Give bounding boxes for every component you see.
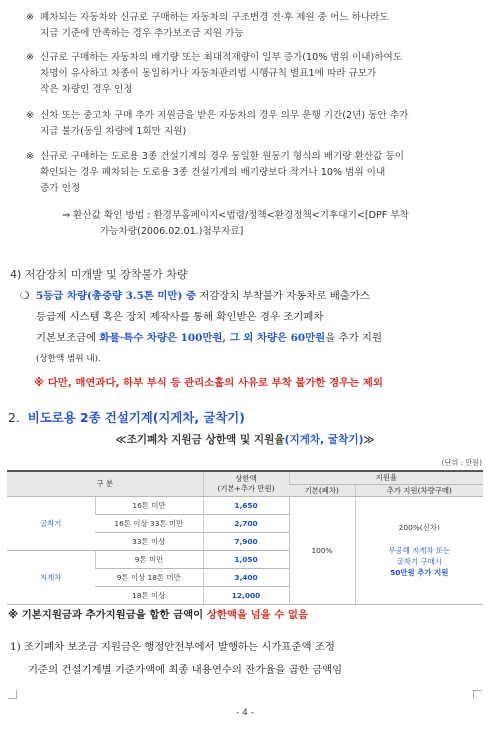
final-paragraph	[10, 636, 475, 682]
exception-warning: ※ 다만, 매연과다, 하부 부식 등 관리소홀의 사유로 부착 불가한 경우는 제외	[34, 377, 383, 389]
method-line-2: 가능차량(2006.02.01.)첨부자료]	[100, 226, 244, 237]
note-line: 지급 불가(동일 차량에 1회만 지원)	[40, 126, 187, 137]
extra-support-note: 무공해 지게차 또는	[388, 546, 451, 555]
category-excavator: 굴착기	[7, 496, 95, 550]
extra-support	[355, 496, 483, 604]
section-number: 2.	[8, 410, 20, 425]
note-line: 확인되는 경우 폐차되는 도로용 3종 건설기계의 배기량보다 작거나 10% 범위 이내	[40, 167, 386, 178]
crop-mark	[473, 690, 482, 699]
cap-value: 12,000	[203, 586, 289, 604]
note-mark: ※	[26, 110, 35, 121]
note-mark: ※	[26, 151, 35, 162]
method-line-1: 환산값 확인 방법 : 환경부홈페이지<법령/정책<환경정책<기후대기<[DPF 부착	[73, 210, 409, 221]
weight-range: 9톤 이상 18톤 미만	[95, 568, 203, 586]
arrow-icon: ⇒	[62, 210, 71, 221]
category-forklift: 지게차	[7, 550, 95, 604]
para-text: 저감장치 부착불가 자동차로 배출가스	[196, 290, 370, 302]
para-text: 기본보조금에	[36, 332, 100, 344]
table-title-text: ≫	[363, 434, 375, 446]
header-group: 구 분	[7, 472, 203, 496]
note-line: 폐차되는 자동차와 신규로 구매하는 자동차의 구조변경 전·후 제원 중 어느 하나라도	[40, 12, 389, 23]
extra-support-rate: 200%(신차)	[398, 523, 440, 532]
cap-value: 1,650	[203, 496, 289, 514]
bullet-icon: ❍	[20, 290, 30, 302]
weight-range: 16톤 이상 33톤 미만	[95, 514, 203, 532]
para-text: 을 추가 지원	[325, 332, 383, 344]
note-line: 작은 차량인 경우 인정	[40, 84, 133, 95]
highlight-amount: 화물·특수 차량은 100만원, 그 외 차량은 60만원	[99, 332, 326, 344]
weight-range: 9톤 미만	[95, 550, 203, 568]
subsidy-table	[7, 470, 483, 605]
cap-value: 3,400	[203, 568, 289, 586]
section-heading-2	[8, 408, 245, 426]
method-block	[62, 208, 472, 240]
note-2	[26, 50, 465, 98]
note-line: 지급 기준에 만족하는 경우 추가보조금 지원 가능	[40, 28, 244, 39]
table-title-highlight: (지게차, 굴착기)	[284, 434, 364, 446]
section4-paragraph	[20, 286, 466, 370]
footnote-text: ※ 기본지원금과 추가지원금을 합한 금액이	[8, 609, 207, 621]
footnote	[8, 606, 308, 621]
note-line: 증가 인정	[40, 183, 81, 194]
note-4	[26, 149, 465, 197]
para-text: 기준의 건설기계별 기준가액에 최종 내용연수의 잔가율을 곱한 금액임	[28, 664, 343, 676]
note-line: 신규로 구매하는 도로용 3종 건설기계의 경우 동일한 원동기 형식의 배기량 환산값 등이	[40, 151, 405, 162]
para-text: 1) 조기폐차 보조금 지원금은 행정안전부에서 발행하는 시가표준액 조정	[10, 641, 335, 653]
note-line: 차명이 유사하고 차종이 동일하거나 자동차관리법 시행규칙 별표1에 따라 규모가	[40, 68, 377, 79]
table-title	[0, 432, 490, 447]
cap-value: 2,700	[203, 514, 289, 532]
extra-support-note: 굴착기 구매시	[396, 557, 442, 566]
note-3	[26, 108, 465, 140]
header-rate: 지원율	[289, 472, 483, 484]
section-title: 비도로용 2종 건설기계(지게차, 굴착기)	[27, 410, 245, 425]
note-line: 신규로 구매하는 자동차의 배기량 또는 최대적재량이 일부 증가(10% 범위 이내)하여도	[40, 52, 403, 63]
weight-range: 16톤 미만	[95, 496, 203, 514]
crop-mark	[8, 690, 17, 699]
header-extra: 추가 지원(차량구매)	[355, 484, 483, 496]
extra-support-note: 50만원 추가 지원	[390, 568, 449, 577]
para-text: 등급제 시스템 혹은 장치 제작사를 통해 확인받은 경우 조기폐차	[36, 311, 324, 323]
cap-value: 7,900	[203, 532, 289, 550]
unit-label: (단위 : 만원)	[441, 458, 482, 467]
note-mark: ※	[26, 12, 35, 23]
page-number: - 4 -	[236, 708, 254, 718]
weight-range: 33톤 이상	[95, 532, 203, 550]
para-text: (상한액 범위 내).	[36, 354, 101, 364]
note-mark: ※	[26, 52, 35, 63]
basic-rate: 100%	[289, 496, 355, 604]
note-1	[26, 10, 465, 42]
note-line: 신차 또는 중고차 구매 추가 지원금을 받은 자동차의 경우 의무 운행 기간(2년) 동안 추가	[40, 110, 409, 121]
section-heading-4: 4) 저감장치 미개발 및 장착불가 차량	[10, 268, 188, 281]
cap-value: 1,050	[203, 550, 289, 568]
header-cap: 상한액 (기본+추가 만원)	[203, 472, 289, 496]
header-basic: 기본(폐차)	[289, 484, 355, 496]
highlight-vehicle-class: 5등급 차량(총중량 3.5톤 미만) 중	[36, 290, 197, 302]
footnote-highlight: 상한액을 넘을 수 없음	[206, 609, 309, 621]
weight-range: 18톤 이상	[95, 586, 203, 604]
table-title-text: ≪조기폐차 지원금 상한액 및 지원율	[115, 434, 285, 446]
